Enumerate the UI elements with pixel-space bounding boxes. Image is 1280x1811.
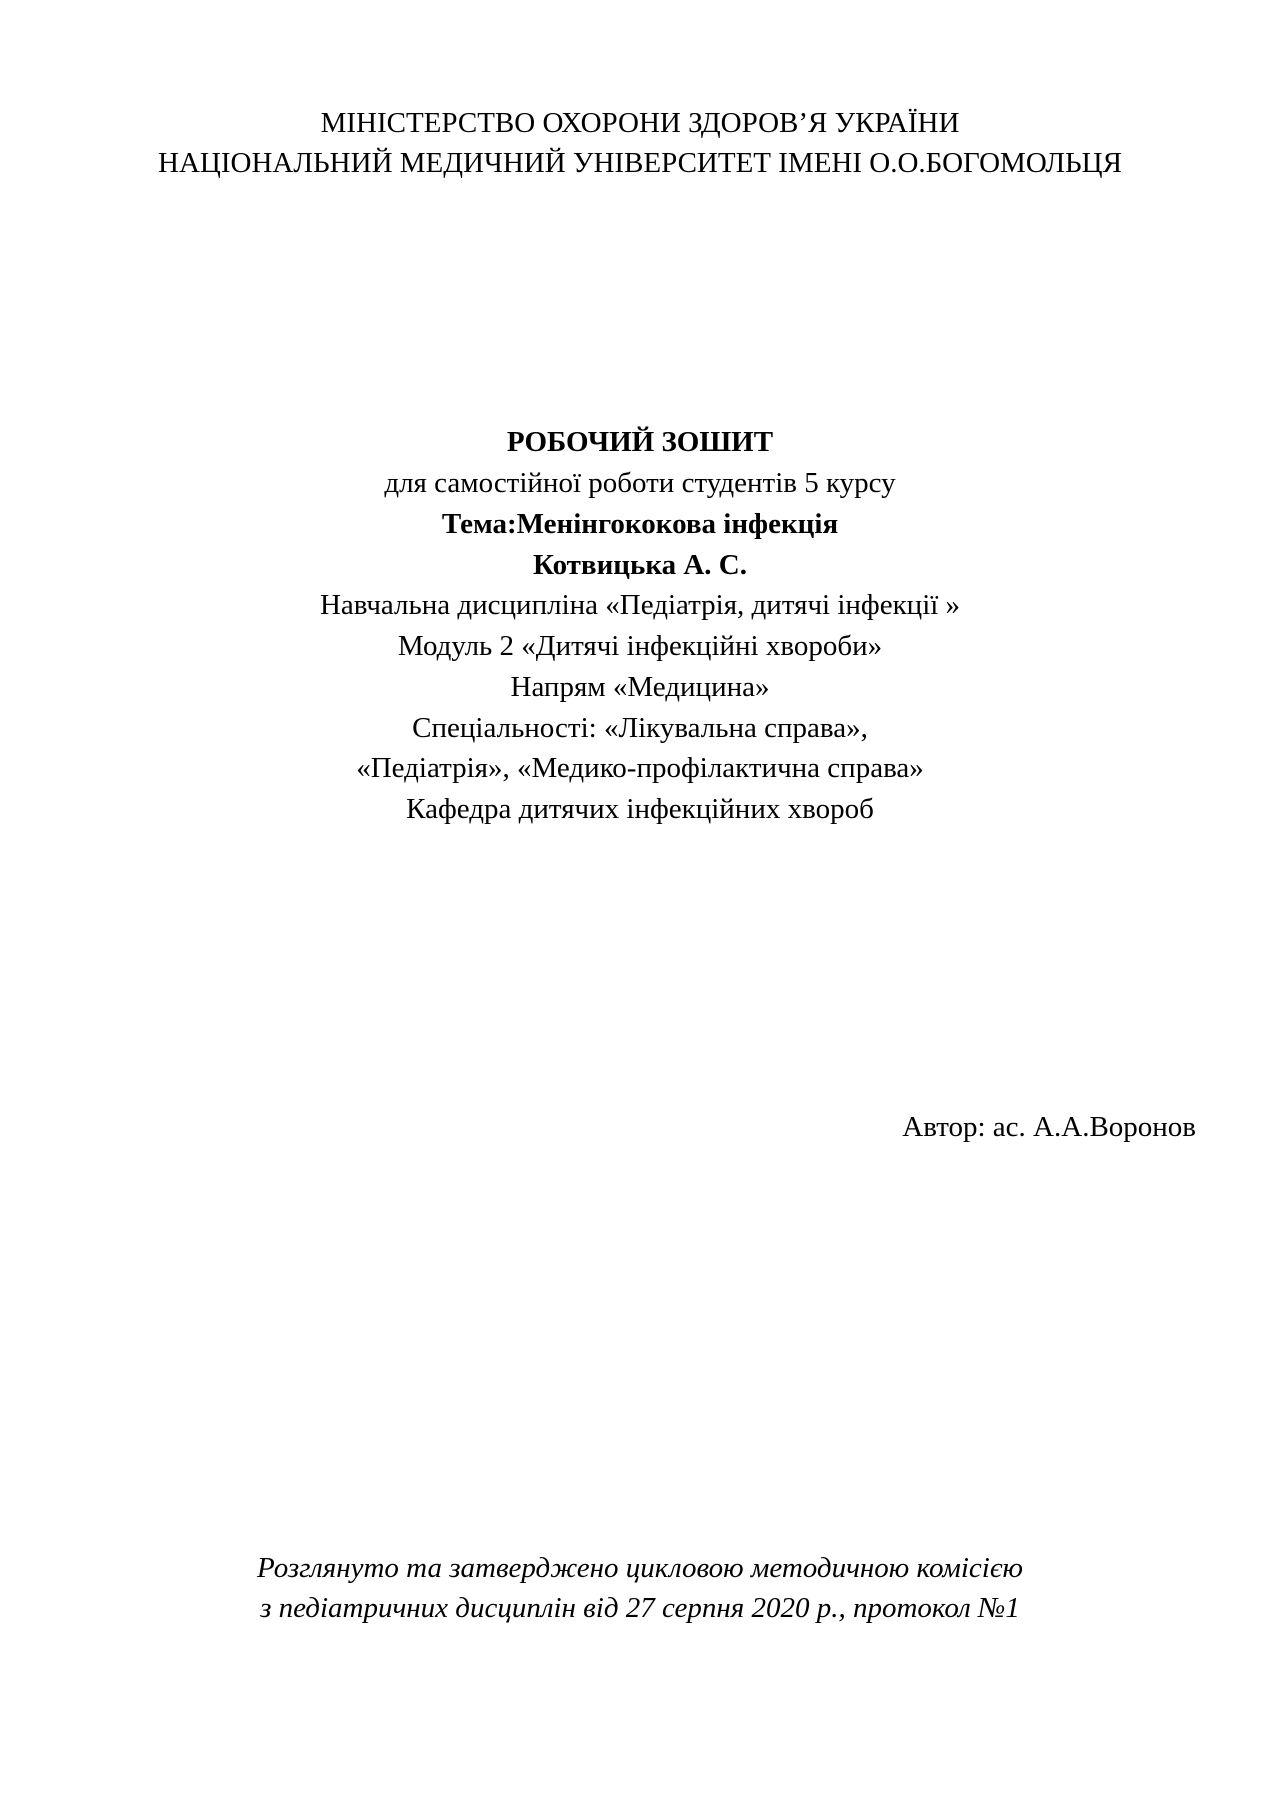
student-name: Котвицька А. С. [532,549,748,581]
approval-line-2: з педіатричних дисциплін від 27 серпня 2020 р., протокол №1 [260,1592,1020,1624]
specialties-line-1: Спеціальності: «Лікувальна справа», [412,712,868,744]
document-subtitle: для самостійної роботи студентів 5 курсу [384,467,896,499]
direction: Напрям «Медицина» [510,671,770,703]
discipline: Навчальна дисципліна «Педіатрія, дитячі інфекції » [319,589,961,621]
topic: Тема:Менінгококова інфекція [441,508,839,540]
specialties-line-2: «Педіатрія», «Медико-профілактична справа» [356,752,924,784]
university-heading: НАЦІОНАЛЬНИЙ МЕДИЧНИЙ УНІВЕРСИТЕТ ІМЕНІ О.О.БОГОМОЛЬЦЯ [158,147,1122,179]
department: Кафедра дитячих інфекційних хвороб [406,793,874,825]
document-title: РОБОЧИЙ ЗОШИТ [506,426,774,458]
author: Автор: ас. А.А.Воронов [902,1111,1196,1143]
module: Модуль 2 «Дитячі інфекційні хвороби» [397,630,883,662]
approval-line-1: Розглянуто та затверджено цикловою методичною комісією [257,1552,1023,1584]
ministry-heading: МІНІСТЕРСТВО ОХОРОНИ ЗДОРОВ’Я УКРАЇНИ [320,107,960,139]
